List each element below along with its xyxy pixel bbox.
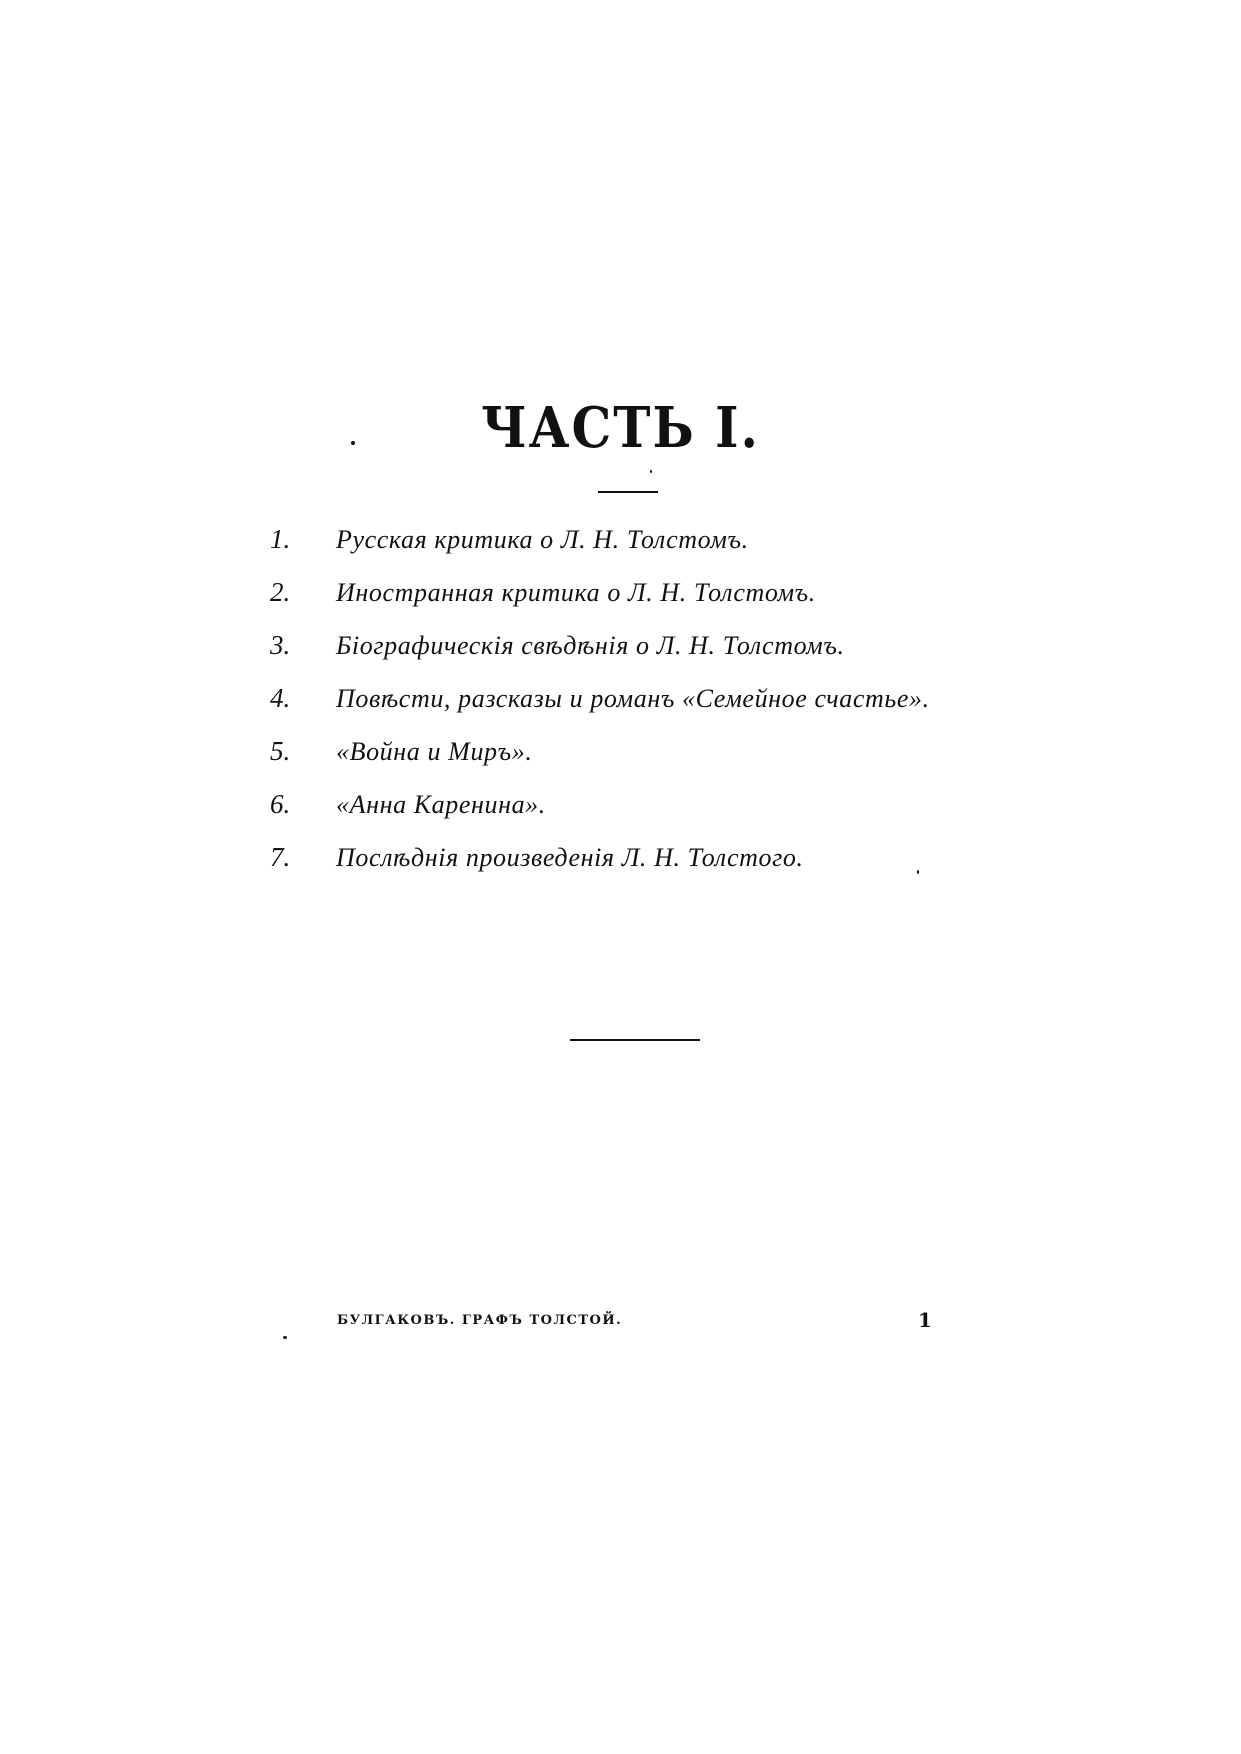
contents-item-number: 5. [270, 736, 291, 766]
contents-item-number: 6. [270, 789, 291, 819]
contents-item [270, 619, 1070, 672]
contents-item-number: 3. [270, 630, 291, 660]
title-divider [598, 491, 658, 493]
contents-item-title: «Анна Каренина». [336, 790, 546, 819]
contents-item-number: 7. [270, 842, 291, 872]
contents-item [270, 778, 1070, 831]
section-end-divider [570, 1039, 700, 1041]
footer-signature: БУЛГАКОВЪ. ГРАФЪ ТОЛСТОЙ. [337, 1313, 623, 1328]
page-number: 1 [918, 1308, 932, 1332]
contents-item-title: «Война и Миръ». [336, 737, 533, 766]
contents-item-title: Послѣднія произведенія Л. Н. Толстого. [336, 843, 804, 872]
contents-item-title: Русская критика о Л. Н. Толстомъ. [336, 525, 749, 554]
contents-item [270, 566, 1070, 619]
contents-item-title: Иностранная критика о Л. Н. Толстомъ. [336, 578, 816, 607]
table-of-contents [270, 513, 1070, 884]
contents-item [270, 513, 1070, 566]
print-speck [283, 1336, 287, 1339]
print-speck [650, 470, 652, 473]
contents-item-number: 4. [270, 683, 291, 713]
contents-item [270, 725, 1070, 778]
part-title: ЧАСТЬ I. [481, 394, 760, 461]
contents-item-title: Повѣсти, разсказы и романъ «Семейное счастье». [336, 684, 930, 713]
contents-item [270, 672, 1070, 725]
contents-item-title: Біографическія свѣдѣнія о Л. Н. Толстомъ. [336, 631, 845, 660]
contents-item [270, 831, 1070, 884]
contents-item-number: 2. [270, 577, 291, 607]
contents-item-number: 1. [270, 524, 291, 554]
